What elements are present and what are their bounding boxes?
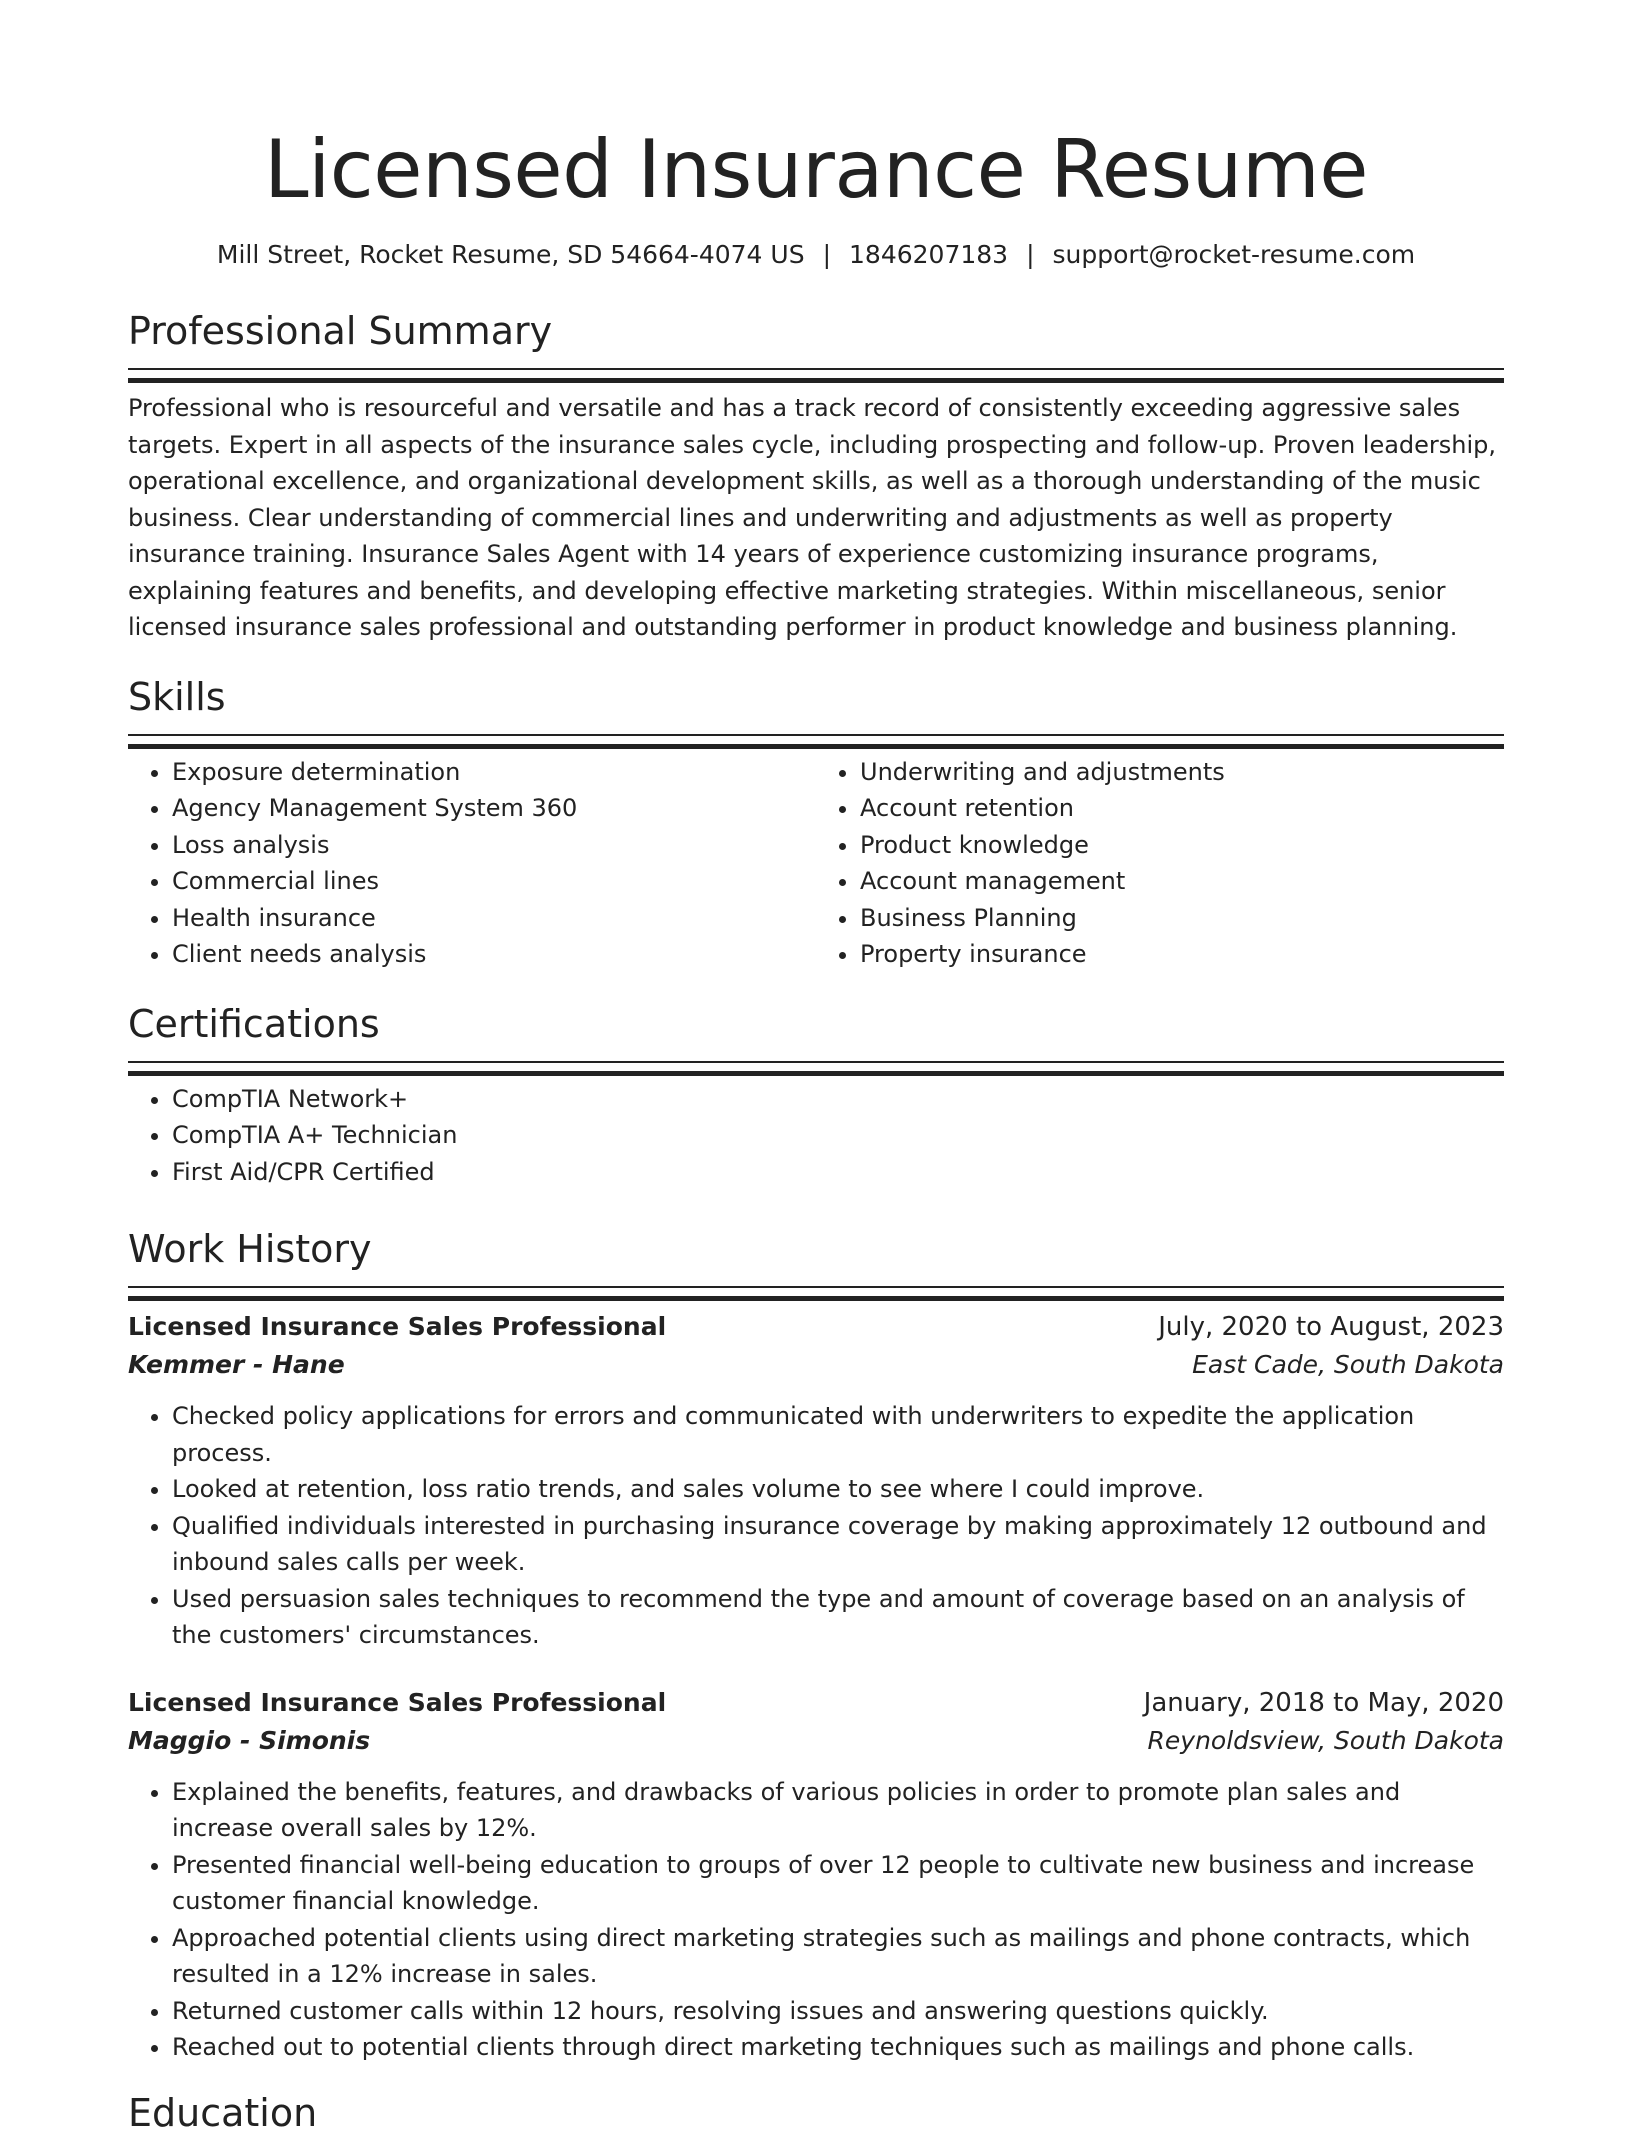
list-item: • Qualified individuals interested in purchasing insurance coverage by making approximately 12 outbound and inbound sales calls per week. [172,1508,1504,1581]
contact-phone: 1846207183 [849,240,1009,269]
list-item: • Commercial lines [172,863,816,900]
list-item: • Exposure determination [172,754,816,791]
contact-separator: | [1026,240,1035,269]
work-section [128,1224,1504,2066]
summary-heading: Professional Summary [128,309,553,353]
contact-address: Mill Street, Rocket Resume, SD 54664-4074 US [216,240,805,269]
skills-list-right [816,754,1504,973]
list-item: • Presented financial well-being education to groups of over 12 people to cultivate new business and increase customer financial knowledge. [172,1847,1504,1920]
certifications-list [128,1081,1504,1191]
job-subheader-row [128,1722,1504,1760]
resume-page [128,0,1504,2138]
section-rule [128,1061,1504,1063]
skills-section [128,672,1504,973]
job-entry [128,1308,1504,1654]
certifications-section [128,999,1504,1191]
job-header-row [128,1308,1504,1346]
skills-heading: Skills [128,674,226,719]
contact-email[interactable]: support@rocket-resume.com [1052,240,1416,269]
certifications-heading: Certifications [128,1001,380,1046]
list-item: • CompTIA A+ Technician [172,1117,1504,1154]
list-item: • Loss analysis [172,827,816,864]
list-item: • Business Planning [860,900,1504,937]
job-location: Reynoldsview, South Dakota [1147,1725,1504,1755]
list-item: • Account retention [860,790,1504,827]
job-company: Kemmer - Hane [128,1350,345,1379]
list-item: • Property insurance [860,936,1504,973]
skills-list-left [128,754,816,973]
list-item: • Used persuasion sales techniques to recommend the type and amount of coverage based on an analysis of the customers' circumstances. [172,1581,1504,1654]
section-rule [128,368,1504,370]
work-heading: Work History [128,1227,372,1271]
list-item: • Account management [860,863,1504,900]
job-dates: July, 2020 to August, 2023 [1158,1312,1504,1342]
job-location: East Cade, South Dakota [1192,1350,1504,1379]
job-bullets [128,1398,1504,1654]
list-item: • First Aid/CPR Certified [172,1154,1504,1191]
job-subheader-row [128,1346,1504,1384]
skills-columns [128,754,1504,973]
education-heading: Education [128,2090,318,2135]
list-item: • Health insurance [172,900,816,937]
job-entry [128,1684,1504,2066]
list-item: • CompTIA Network+ [172,1081,1504,1118]
job-company: Maggio - Simonis [128,1725,371,1755]
list-item: • Product knowledge [860,827,1504,864]
list-item: • Approached potential clients using direct marketing strategies such as mailings and phone contracts, which resulted in a 12% increase in sales. [172,1920,1504,1993]
job-dates: January, 2018 to May, 2020 [1143,1687,1504,1718]
section-rule [128,1286,1504,1288]
contact-separator: | [822,240,832,269]
job-title: Licensed Insurance Sales Professional [128,1312,667,1341]
list-item: • Returned customer calls within 12 hours, resolving issues and answering questions quickly. [172,1993,1504,2030]
list-item: • Client needs analysis [172,936,816,973]
job-header-row [128,1684,1504,1722]
section-rule [128,734,1504,736]
list-item: • Agency Management System 360 [172,790,816,827]
list-item: • Explained the benefits, features, and drawbacks of various policies in order to promote plan sales and increase overall sales by 12%. [172,1774,1504,1847]
list-item: • Checked policy applications for errors and communicated with underwriters to expedite the application process. [172,1398,1504,1471]
education-section [128,2088,1504,2138]
list-item: • Looked at retention, loss ratio trends, and sales volume to see where I could improve. [172,1471,1504,1508]
summary-section [128,306,1504,646]
list-item: • Underwriting and adjustments [860,754,1504,791]
summary-text: Professional who is resourceful and versatile and has a track record of consistently exceeding aggressive sales targets. Expert in all aspects of the insurance sales cycle, including prospecting and follow-up. Proven leadership, operational excellence, and organizational development skills, as well as a thorough understanding of the music business. Clear understanding of commercial lines and underwriting and adjustments as well as property insurance training. Insurance Sales Agent with 14 years of experience customizing insurance programs, explaining features and benefits, and developing effective marketing strategies. Within miscellaneous, senior licensed insurance sales professional and outstanding performer in product knowledge and business planning. [128,394,1497,641]
job-bullets [128,1774,1504,2066]
contact-line [128,238,1504,272]
resume-title: Licensed Insurance Resume [264,123,1368,216]
job-title: Licensed Insurance Sales Professional [128,1687,667,1717]
list-item: • Reached out to potential clients through direct marketing techniques such as mailings and phone calls. [172,2029,1504,2066]
